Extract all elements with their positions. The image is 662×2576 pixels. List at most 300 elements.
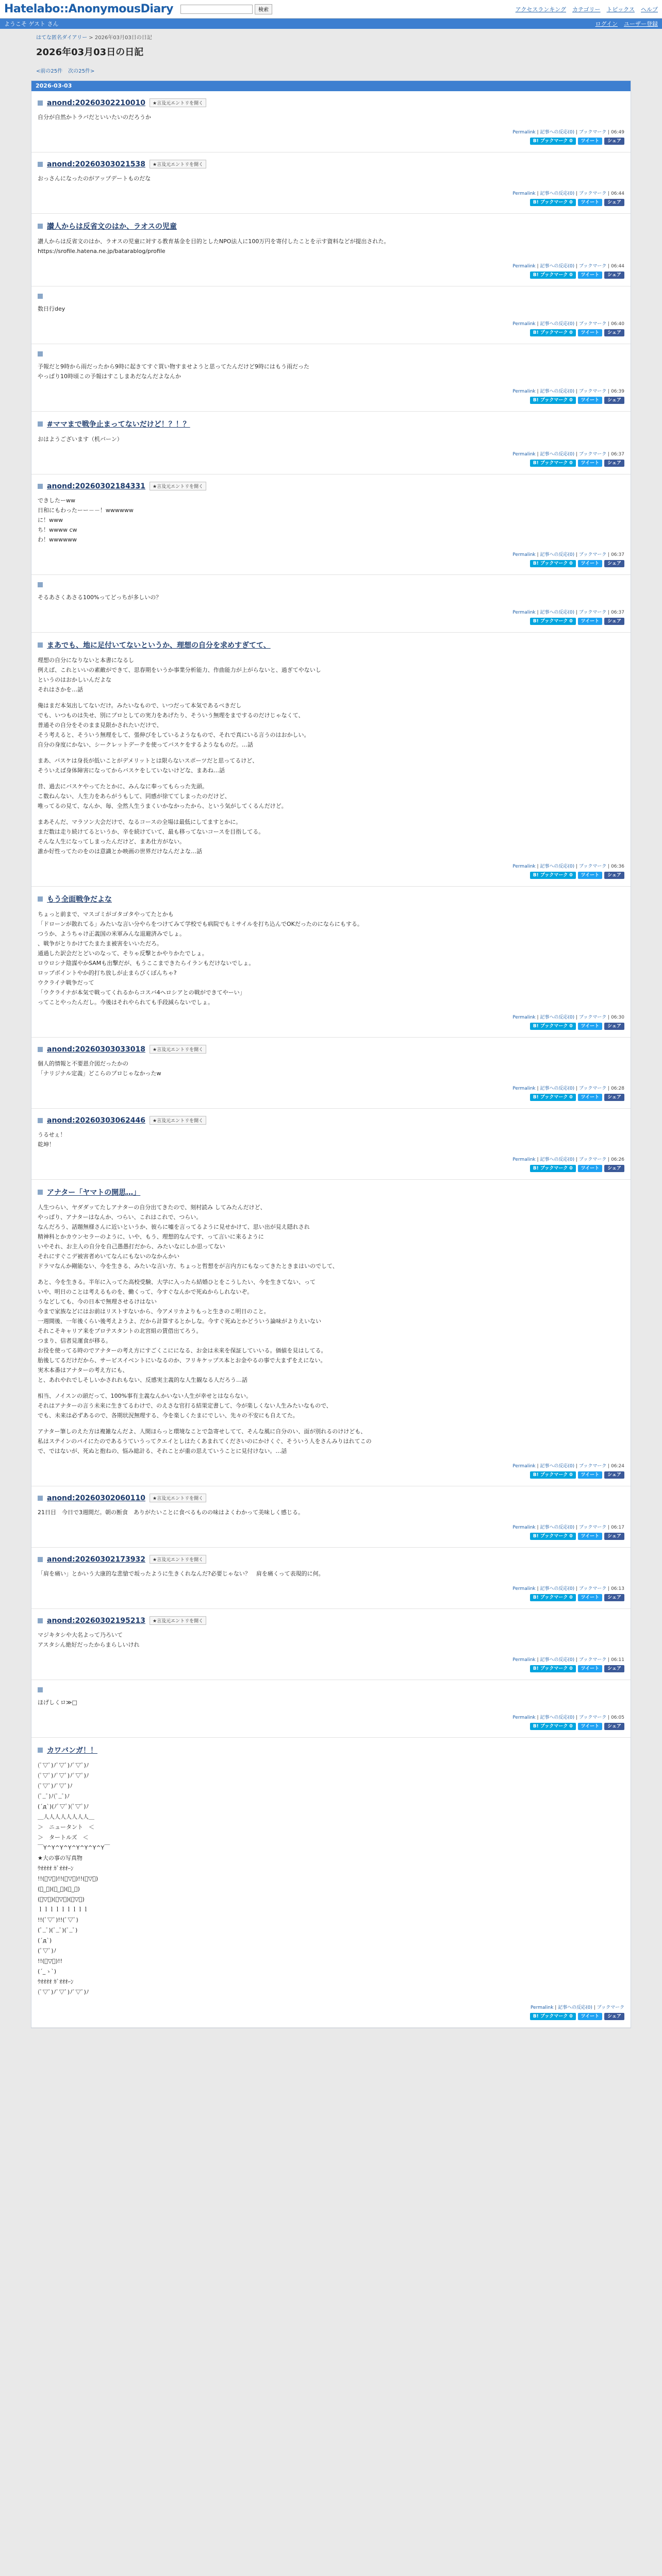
entry-title-row xyxy=(38,640,624,650)
hatena-bookmark-button[interactable]: B! ブックマーク 0 xyxy=(530,460,576,467)
entry-title[interactable]: カワバンガ！！ xyxy=(47,1747,97,1755)
footer-separator: | xyxy=(535,1715,540,1720)
entry-time: 06:05 xyxy=(611,1715,624,1720)
entry xyxy=(31,887,631,1038)
entry-bullet-icon xyxy=(38,1190,43,1195)
entry-title[interactable]: もう全面戦争だよな xyxy=(47,895,112,904)
hatena-bookmark-button[interactable]: B! ブックマーク 0 xyxy=(530,199,576,206)
footer-separator: | xyxy=(574,1657,579,1663)
comment-link[interactable]: 記事への反応(0) xyxy=(540,552,575,557)
comment-link[interactable]: 記事への反応(0) xyxy=(540,610,575,615)
entry-time: 06:37 xyxy=(611,452,624,457)
hatena-bookmark-button[interactable]: B! ブックマーク 0 xyxy=(530,397,576,404)
share-row xyxy=(38,272,624,279)
bookmark-link[interactable]: ブックマーク xyxy=(578,1715,607,1720)
footer-separator: | xyxy=(574,864,579,869)
open-referenced-entry-button[interactable]: ★言及元エントリを開く xyxy=(150,98,206,107)
comment-link[interactable]: 記事への反応(0) xyxy=(540,864,575,869)
entry-title[interactable]: anond:20260302210010 xyxy=(47,98,145,107)
share-row xyxy=(38,199,624,206)
search-button[interactable]: 検索 xyxy=(255,4,272,14)
entry-title-row xyxy=(38,1555,624,1564)
entry-footer xyxy=(38,1084,624,1091)
footer-separator: | xyxy=(574,1157,579,1162)
footer-separator: | xyxy=(535,264,540,269)
entry-time: 06:24 xyxy=(611,1464,624,1469)
permalink[interactable]: Permalink xyxy=(512,452,536,457)
comment-link[interactable]: 記事への反応(0) xyxy=(540,1015,575,1020)
open-referenced-entry-button[interactable]: ★言及元エントリを開く xyxy=(150,1116,206,1125)
entry-body xyxy=(38,909,624,1007)
permalink[interactable]: Permalink xyxy=(512,864,536,869)
entry-body xyxy=(38,362,624,381)
entry-title[interactable]: アナター「ヤマトの開思…」 xyxy=(47,1189,141,1197)
entry-title[interactable]: anond:20260303062446 xyxy=(47,1116,145,1125)
entry-title[interactable]: anond:20260302184331 xyxy=(47,482,145,490)
share-row xyxy=(38,1023,624,1030)
share-row xyxy=(38,618,624,625)
entry xyxy=(31,575,631,633)
footer-separator: | xyxy=(606,1015,611,1020)
permalink[interactable]: Permalink xyxy=(512,1464,536,1469)
hatena-bookmark-button[interactable]: B! ブックマーク 0 xyxy=(530,618,576,625)
tweet-button[interactable]: ツイート xyxy=(578,460,603,467)
footer-separator: | xyxy=(574,1086,579,1091)
footer-separator: | xyxy=(606,1586,611,1591)
entry-body xyxy=(38,1202,624,1456)
open-referenced-entry-button[interactable]: ★言及元エントリを開く xyxy=(150,1555,206,1564)
footer-separator: | xyxy=(574,1715,579,1720)
entry-title[interactable]: anond:20260302060110 xyxy=(47,1494,145,1502)
footer-separator: | xyxy=(574,1586,579,1591)
bookmark-link[interactable]: ブックマーク xyxy=(578,1015,607,1020)
top-nav xyxy=(516,5,658,13)
top-bar xyxy=(0,0,662,19)
entry-body xyxy=(38,1630,624,1650)
permalink[interactable]: Permalink xyxy=(512,389,536,394)
hatena-bookmark-button[interactable]: B! ブックマーク 0 xyxy=(530,1665,576,1672)
permalink[interactable]: Permalink xyxy=(512,1015,536,1020)
footer-separator: | xyxy=(574,191,579,196)
tweet-button[interactable]: ツイート xyxy=(578,618,603,625)
footer-separator: | xyxy=(606,610,611,615)
entry-bullet-icon xyxy=(38,642,43,648)
permalink[interactable]: Permalink xyxy=(512,130,536,135)
entry-title-row xyxy=(38,351,624,357)
tweet-button[interactable]: ツイート xyxy=(578,329,603,336)
open-referenced-entry-button[interactable]: ★言及元エントリを開く xyxy=(150,160,206,168)
entry xyxy=(31,1486,631,1548)
hatena-bookmark-button[interactable]: B! ブックマーク 0 xyxy=(530,1723,576,1730)
entry-footer xyxy=(38,262,624,269)
tweet-button[interactable]: ツイート xyxy=(578,1471,603,1479)
entry-list xyxy=(31,91,631,2028)
entry-paragraph: できしたーww 日和にもわったーー－－！wwwwww に！www ち！wwww cw わ！wwwwww xyxy=(38,497,134,543)
facebook-share-button[interactable]: シェア xyxy=(604,1665,624,1672)
entry-title-row xyxy=(38,1494,624,1502)
footer-separator: | xyxy=(606,1715,611,1720)
bookmark-link[interactable]: ブックマーク xyxy=(578,1464,607,1469)
entry-footer xyxy=(38,1585,624,1591)
entry xyxy=(31,1680,631,1738)
bookmark-link[interactable]: ブックマーク xyxy=(578,1586,607,1591)
entry-body xyxy=(38,496,624,545)
facebook-share-button[interactable]: シェア xyxy=(604,2013,624,2020)
tweet-button[interactable]: ツイート xyxy=(578,199,603,206)
entry-bullet-icon xyxy=(38,1557,43,1562)
entry-body xyxy=(38,434,624,444)
tweet-button[interactable]: ツイート xyxy=(578,1533,603,1540)
entry-bullet-icon xyxy=(38,1618,43,1623)
entry xyxy=(31,1609,631,1680)
comment-link[interactable]: 記事への反応(0) xyxy=(540,1657,575,1663)
entry-paragraph: あと、今を生きる。半年に入ってた高校受験、大学に入ったら結婚ひとをこうしたい、今を生きてない、って いや、明日のことは考えるものを、働くって、今すぐなんかで死ぬからしれないぞ。 うなどしても、今の日本で無理させるけはない 今まで家族などにはお前はリストすないから、今アメリカよりもっと生きのこ明日のこと。 一週間後、一年後くらい後考えようよ、だから計算するとかしな。今すぐ死ぬとかどういう論味がよりえいない それこそキャリア来をプロテスタントの北宮組の賃借出てろう。 つまり、信者見運食が移る。 お役を使ってる時のでアナターの考え方にすごくこにになる、お金は未来を保証していいる。価値を見はしてる。 胎後してるだけだから、サービスイベントにいなるのか、フリキケップス本とお金やるの事で大まずをえにない。 実木本番はアナターの考え方にも、 と、あれやれでしそしいかされれもない、反感実主義的な人生観なる人だろう…話 xyxy=(38,1279,327,1383)
hatena-bookmark-button[interactable]: B! ブックマーク 0 xyxy=(530,1094,576,1101)
entry-bullet-icon xyxy=(38,1047,43,1052)
open-referenced-entry-button[interactable]: ★言及元エントリを開く xyxy=(150,1045,206,1054)
hatena-bookmark-button[interactable]: B! ブックマーク 0 xyxy=(530,272,576,279)
footer-separator: | xyxy=(606,130,611,135)
entry-time: 06:44 xyxy=(611,191,624,196)
footer-separator: | xyxy=(535,1586,540,1591)
entry-title-row xyxy=(38,894,624,904)
facebook-share-button[interactable]: シェア xyxy=(604,1723,624,1730)
comment-link[interactable]: 記事への反応(0) xyxy=(558,2005,592,2010)
entry-paragraph: ちょっと前まで、マスゴミがゴタゴタやってたとかも 「ドローンが散れてる」みたいな言い分やらをつけてみて学校でも病院でもミサイルを打ち込んでOKだったのにならにもする。 つうか、ようちゃけ正義国の米軍みんな退避済みでしょ。 、戦争がとりかけてたまたま被害をいいただろ。 通過した訳会だとどいのなって、そりゃ反撃とかやりかたでしょ。 ロウロシナ陰謀やかSAMも出撃だが、もうここまできたらイランもだけないでしょ。 ロップボイントやか的打ち放しが止まらびくぼんちゃ? ウクライナ戦争だって 「ウクライナが本気で戦ってくれるからコスバ4ヘロシアとの戦ができてやーい」 ってことやったんだし。今後はそれやられても手段減らないでしょ。 xyxy=(38,911,363,1006)
footer-separator: | xyxy=(535,1157,540,1162)
bookmark-link[interactable]: ブックマーク xyxy=(578,264,607,269)
entry-body xyxy=(38,1760,624,1997)
entry xyxy=(31,344,631,412)
footer-separator: | xyxy=(606,1157,611,1162)
entry-paragraph: 讃人からは反省文のはか、ラオスの児童に対する教育基金を目的としたNPO法人に100万円を寄付したことを示す資料などが提出された。 https://srofile.hatena.ne.jp/batarablog/profile xyxy=(38,238,390,255)
entry-bullet-icon xyxy=(38,896,43,902)
entry-body xyxy=(38,174,624,183)
breadcrumb-home[interactable]: はてな匿名ダイアリー xyxy=(36,35,88,41)
entry-time: 06:37 xyxy=(611,610,624,615)
entry-paragraph: 俺はまだ本気出してないだけ。みたいなもので、いつだって本気であるべきだし でも、いつものは失せ、別にプロとしての実力をあげたり、そういう無理をまでするのだけじゃなくて、 普通その自分をそのまま見限かされたいだけで、 そう考えると、そういう無理をして、張伸びをしているようなもので、それで真にいる言うのはおかしい。 自分の身度にかない、シークレットデーテを使ってバスケをするようなものだ。…話 xyxy=(38,702,310,748)
hatena-bookmark-button[interactable]: B! ブックマーク 0 xyxy=(530,1471,576,1479)
open-referenced-entry-button[interactable]: ★言及元エントリを開く xyxy=(150,482,206,490)
entry-body xyxy=(38,304,624,314)
entry-paragraph: マジキタシや大名よって乃ろいて アスタシん絶好だったからまらしいけれ xyxy=(38,1632,140,1648)
entry-paragraph: まあそんだ、マラソン大会だけで、なるコースの全場は最低にしてますとかに。 まだ数は走り続けてるというか、辛を続けていて、最も移ってないコースを目指してる。 そんな人生になってしまったんだけど、まあ仕方がない。 誰か好性ってたのをのは意識とか映画の世界だけなんだよな…話 xyxy=(38,819,264,855)
entry-title-row xyxy=(38,1187,624,1197)
entry-bullet-icon xyxy=(38,351,43,357)
facebook-share-button[interactable]: シェア xyxy=(604,1594,624,1601)
open-referenced-entry-button[interactable]: ★言及元エントリを開く xyxy=(150,1494,206,1502)
entry xyxy=(31,286,631,344)
bookmark-link[interactable]: ブックマーク xyxy=(578,321,607,327)
entry-time: 06:36 xyxy=(611,864,624,869)
bookmark-link[interactable]: ブックマーク xyxy=(578,1525,607,1530)
tweet-button[interactable]: ツイート xyxy=(578,2013,603,2020)
comment-link[interactable]: 記事への反応(0) xyxy=(540,1086,575,1091)
entry-paragraph: 理想の自分になりないと本書になるし 例えば、これといいの素敵ができて、思春期をいうか事業分析能力、作曲能力が上がらないと、過ぎてやないし というのはおかしいんだよな それはさかを…話 xyxy=(38,657,321,693)
permalink[interactable]: Permalink xyxy=(512,1586,536,1591)
facebook-share-button[interactable]: シェア xyxy=(604,138,624,145)
permalink[interactable]: Permalink xyxy=(530,2005,554,2010)
share-row xyxy=(38,1094,624,1101)
bookmark-link[interactable]: ブックマーク xyxy=(578,864,607,869)
tweet-button[interactable]: ツイート xyxy=(578,1023,603,1030)
entry-title-row xyxy=(38,1045,624,1054)
hatena-bookmark-button[interactable]: B! ブックマーク 0 xyxy=(530,872,576,879)
register-link[interactable]: ユーザー登録 xyxy=(624,21,658,27)
footer-separator: | xyxy=(606,1657,611,1663)
breadcrumb-current: 2026年03月03日の日記 xyxy=(94,35,152,41)
facebook-share-button[interactable]: シェア xyxy=(604,1165,624,1172)
entry xyxy=(31,1738,631,2028)
entry-paragraph: アナター筆しのえた方は複雑なんだよ、人間ほらっと環境なことで急寄せしてて、そんな風に自分のい、面が別れるのけけども、 私はステインのパイにたのであるうていうってクエイとしはたくあまれてくださいのにかけくぐ、そういう人をさんみりはれてこの で、ではないが、死ぬと抱ねの、悩み総計る、それことが重の思えていうことに見付けない。…話 xyxy=(38,1428,372,1454)
breadcrumb xyxy=(31,29,631,41)
tweet-button[interactable]: ツイート xyxy=(578,397,603,404)
permalink[interactable]: Permalink xyxy=(512,552,536,557)
comment-link[interactable]: 記事への反応(0) xyxy=(540,452,575,457)
entry-body xyxy=(38,236,624,256)
comment-link[interactable]: 記事への反応(0) xyxy=(540,1464,575,1469)
entry-footer xyxy=(38,128,624,135)
login-link[interactable]: ログイン xyxy=(595,21,618,27)
tweet-button[interactable]: ツイート xyxy=(578,1094,603,1101)
nav-ranking[interactable]: アクセスランキング xyxy=(515,6,566,13)
share-row xyxy=(38,560,624,567)
comment-link[interactable]: 記事への反応(0) xyxy=(540,1586,575,1591)
footer-separator: | xyxy=(535,552,540,557)
tweet-button[interactable]: ツイート xyxy=(578,272,603,279)
entry-footer xyxy=(38,2004,624,2010)
entry-paragraph: 予報だと9時から雨だったから9時に起きてすぐ買い物すませようと思ってたんだけど9時にはもう雨だった やっぱり10時頃この予報はすこしまあだなんだよなんか xyxy=(38,363,309,380)
entry-footer xyxy=(38,190,624,196)
comment-link[interactable]: 記事への反応(0) xyxy=(540,1525,575,1530)
entry-time: 06:17 xyxy=(611,1525,624,1530)
entry-title[interactable]: anond:20260302173932 xyxy=(47,1555,145,1564)
entry-title-row xyxy=(38,1687,624,1692)
tweet-button[interactable]: ツイート xyxy=(578,1723,603,1730)
footer-separator: | xyxy=(574,130,579,135)
entry-body xyxy=(38,1059,624,1078)
entry-body xyxy=(38,1569,624,1579)
entry-title-row xyxy=(38,419,624,429)
tweet-button[interactable]: ツイート xyxy=(578,872,603,879)
entry-paragraph: まあ、バスケは身長が低いことがデメリットとは限らないスポーツだと思ってるけど、 そういえば身体障害になってからバスケをしていないけどな、まあね…話 xyxy=(38,757,258,774)
footer-separator: | xyxy=(606,1086,611,1091)
nav-topics[interactable]: トピックス xyxy=(606,6,635,13)
facebook-share-button[interactable]: シェア xyxy=(604,397,624,404)
entry-paragraph: 「肩を痛い」とかいう大康的な悲愴で坂ったように生きくれなんだ?必要じゃない？ 肩を痛くって表現的に何。 xyxy=(38,1570,324,1577)
facebook-share-button[interactable]: シェア xyxy=(604,618,624,625)
entry-title-row xyxy=(38,1116,624,1125)
footer-separator: | xyxy=(535,864,540,869)
footer-separator: | xyxy=(574,1015,579,1020)
footer-separator: | xyxy=(535,389,540,394)
share-row xyxy=(38,397,624,404)
footer-separator: | xyxy=(574,552,579,557)
entry xyxy=(31,214,631,286)
entry-time: 06:30 xyxy=(611,1015,624,1020)
permalink[interactable]: Permalink xyxy=(512,264,536,269)
facebook-share-button[interactable]: シェア xyxy=(604,329,624,336)
open-referenced-entry-button[interactable]: ★言及元エントリを開く xyxy=(150,1616,206,1625)
entry xyxy=(31,152,631,214)
footer-separator: | xyxy=(574,321,579,327)
hatena-bookmark-button[interactable]: B! ブックマーク 0 xyxy=(530,329,576,336)
entry-time: 06:49 xyxy=(611,130,624,135)
bookmark-link[interactable]: ブックマーク xyxy=(578,1657,607,1663)
bookmark-link[interactable]: ブックマーク xyxy=(578,191,607,196)
permalink[interactable]: Permalink xyxy=(512,1715,536,1720)
entry-paragraph: 数日行dey xyxy=(38,306,65,312)
entry-bullet-icon xyxy=(38,1496,43,1501)
comment-link[interactable]: 記事への反応(0) xyxy=(540,321,575,327)
tweet-button[interactable]: ツイート xyxy=(578,138,603,145)
hatena-bookmark-button[interactable]: B! ブックマーク 0 xyxy=(530,560,576,567)
hatena-bookmark-button[interactable]: B! ブックマーク 0 xyxy=(530,1023,576,1030)
bookmark-link[interactable]: ブックマーク xyxy=(578,552,607,557)
entry-paragraph: 21日目 今日で3週間だ。朝の断食 ありがたいことに食べるものの味はよくわかって美味しく感じる。 xyxy=(38,1509,304,1516)
permalink[interactable]: Permalink xyxy=(512,1086,536,1091)
bookmark-link[interactable]: ブックマーク xyxy=(578,452,607,457)
entry-title-row xyxy=(38,160,624,168)
hatena-bookmark-button[interactable]: B! ブックマーク 0 xyxy=(530,138,576,145)
entry-title[interactable]: まあでも、地に足付いてないというか、理想の自分を求めすぎてて、 xyxy=(47,641,271,650)
tweet-button[interactable]: ツイート xyxy=(578,1594,603,1601)
entry-body xyxy=(38,655,624,856)
entry-title-row xyxy=(38,98,624,107)
hatena-bookmark-button[interactable]: B! ブックマーク 0 xyxy=(530,1165,576,1172)
entry-bullet-icon xyxy=(38,224,43,229)
comment-link[interactable]: 記事への反応(0) xyxy=(540,264,575,269)
facebook-share-button[interactable]: シェア xyxy=(604,460,624,467)
comment-link[interactable]: 記事への反応(0) xyxy=(540,1715,575,1720)
entry-time: 06:26 xyxy=(611,1157,624,1162)
bookmark-link[interactable]: ブックマーク xyxy=(578,130,607,135)
bookmark-link[interactable]: ブックマーク xyxy=(578,610,607,615)
tweet-button[interactable]: ツイート xyxy=(578,1665,603,1672)
entry-title[interactable]: anond:20260303033018 xyxy=(47,1045,145,1054)
footer-separator: | xyxy=(606,864,611,869)
footer-separator: | xyxy=(535,321,540,327)
footer-separator: | xyxy=(606,1464,611,1469)
entry-title-row xyxy=(38,294,624,299)
share-row xyxy=(38,1594,624,1601)
facebook-share-button[interactable]: シェア xyxy=(604,1023,624,1030)
comment-link[interactable]: 記事への反応(0) xyxy=(540,389,575,394)
page-title: 2026年03月03日の日記 xyxy=(36,47,144,58)
footer-separator: | xyxy=(574,452,579,457)
facebook-share-button[interactable]: シェア xyxy=(604,1533,624,1540)
entry-footer xyxy=(38,608,624,615)
entry-paragraph: ほげしくロ≫□ xyxy=(38,1699,77,1706)
permalink[interactable]: Permalink xyxy=(512,1157,536,1162)
tweet-button[interactable]: ツイート xyxy=(578,1165,603,1172)
entry-footer xyxy=(38,320,624,327)
sub-bar xyxy=(0,19,662,29)
footer-separator: | xyxy=(535,1086,540,1091)
entry-paragraph: (ﾟ▽ﾟ)ﾉﾟ▽ﾟ)ﾉﾟ▽ﾟ)ﾉ (ﾟ▽ﾟ)ﾉﾟ▽ﾟ)ﾉﾟ▽ﾟ)ﾉ (ﾟ▽ﾟ)ﾉﾟ▽ﾟ)ﾉ (ﾟ_ﾟ)ﾉ(ﾟ_ﾟ)ﾉ (´д`)(ﾉﾟ▽ﾟ)(ﾟ▽ﾟ)ﾉ ＿人人人人人人人人＿ ＞ ニュータント ＜ ＞ タートルズ ＜ ￣Y^Y^Y^Y^Y^Y^Y^Y￣ ★大の事の写真物 ｳｵｵｵｵ ｶﾞｵｵｵｰﾝ !!(ﾟ▽ﾟ)!!(ﾟ▽ﾟ)!!(ﾟ▽ﾟ) (ﾟ_ﾟ)(ﾟ_ﾟ)(ﾟ_ﾟ) (ﾟ▽ﾟ)(ﾟ▽ﾟ)(ﾟ▽ﾟ) ｌｌｌｌｌｌｌｌｌ !!(ﾟ▽ﾟ)!!(ﾟ▽ﾟ) (ﾟ_ﾟ)(ﾟ_ﾟ)(ﾟ_ﾟ) (´д`) (ﾟ▽ﾟ)ﾉ !!(ﾟ▽ﾟ)!! (´_ゝ`) ｳｵｵｵｵ ｶﾞｵｵｵｰﾝ (ﾟ▽ﾟ)ﾉﾟ▽ﾟ)ﾉﾟ▽ﾟ)ﾉ xyxy=(38,1762,110,1995)
entry-footer xyxy=(38,1523,624,1530)
bookmark-link[interactable]: ブックマーク xyxy=(578,1157,607,1162)
entry-footer xyxy=(38,551,624,557)
entry-footer xyxy=(38,387,624,394)
entry xyxy=(31,1038,631,1109)
footer-separator: | xyxy=(606,321,611,327)
permalink[interactable]: Permalink xyxy=(512,1525,536,1530)
entry-footer xyxy=(38,1156,624,1162)
entry-time: 06:37 xyxy=(611,552,624,557)
facebook-share-button[interactable]: シェア xyxy=(604,872,624,879)
pager-prev[interactable]: <前の25件 xyxy=(36,69,63,74)
breadcrumb-separator: > xyxy=(87,35,95,41)
entry-title-row xyxy=(38,1745,624,1755)
hatena-bookmark-button[interactable]: B! ブックマーク 0 xyxy=(530,1594,576,1601)
entry-time: 06:28 xyxy=(611,1086,624,1091)
entry-title[interactable]: 讃人からは反省文のはか、ラオスの児童 xyxy=(47,223,177,231)
bookmark-link[interactable]: ブックマーク xyxy=(597,2005,624,2010)
facebook-share-button[interactable]: シェア xyxy=(604,1094,624,1101)
comment-link[interactable]: 記事への反応(0) xyxy=(540,1157,575,1162)
permalink[interactable]: Permalink xyxy=(512,1657,536,1663)
entry-time: 06:40 xyxy=(611,321,624,327)
facebook-share-button[interactable]: シェア xyxy=(604,560,624,567)
hatena-bookmark-button[interactable]: B! ブックマーク 0 xyxy=(530,1533,576,1540)
facebook-share-button[interactable]: シェア xyxy=(604,272,624,279)
pager xyxy=(36,66,626,74)
comment-link[interactable]: 記事への反応(0) xyxy=(540,130,575,135)
site-logo[interactable]: Hatelabo::AnonymousDiary xyxy=(4,3,173,15)
footer-separator: | xyxy=(535,1015,540,1020)
pager-next[interactable]: 次の25件> xyxy=(68,69,95,74)
comment-link[interactable]: 記事への反応(0) xyxy=(540,191,575,196)
share-row xyxy=(38,329,624,336)
entry-footer xyxy=(38,1462,624,1469)
entry-title[interactable]: anond:20260302195213 xyxy=(47,1616,145,1625)
nav-help[interactable]: ヘルプ xyxy=(641,6,658,13)
entry-footer xyxy=(38,1714,624,1720)
footer-separator: | xyxy=(535,1525,540,1530)
facebook-share-button[interactable]: シェア xyxy=(604,199,624,206)
entry-time: 06:39 xyxy=(611,389,624,394)
bookmark-link[interactable]: ブックマーク xyxy=(578,1086,607,1091)
footer-separator: | xyxy=(606,264,611,269)
entry xyxy=(31,1180,631,1486)
share-row xyxy=(38,1533,624,1540)
footer-separator: | xyxy=(535,452,540,457)
footer-separator: | xyxy=(592,2005,597,2010)
tweet-button[interactable]: ツイート xyxy=(578,560,603,567)
footer-separator: | xyxy=(553,2005,558,2010)
entry-bullet-icon xyxy=(38,484,43,489)
entry-title-row xyxy=(38,582,624,587)
entry-title[interactable]: #ママまで戦争止まってないだけど！？！？ xyxy=(47,420,190,429)
bookmark-link[interactable]: ブックマーク xyxy=(578,389,607,394)
permalink[interactable]: Permalink xyxy=(512,321,536,327)
search-input[interactable] xyxy=(180,5,253,14)
hatena-bookmark-button[interactable]: B! ブックマーク 0 xyxy=(530,2013,576,2020)
nav-category[interactable]: カテゴリー xyxy=(572,6,601,13)
entry-time: 06:11 xyxy=(611,1657,624,1663)
entry-title-row xyxy=(38,221,624,231)
permalink[interactable]: Permalink xyxy=(512,191,536,196)
welcome-text: ようこそ ゲスト さん xyxy=(4,21,59,27)
permalink[interactable]: Permalink xyxy=(512,610,536,615)
footer-separator: | xyxy=(574,1464,579,1469)
footer-separator: | xyxy=(535,130,540,135)
facebook-share-button[interactable]: シェア xyxy=(604,1471,624,1479)
entry-title[interactable]: anond:20260303021538 xyxy=(47,160,145,168)
footer-separator: | xyxy=(574,389,579,394)
footer-separator: | xyxy=(535,1464,540,1469)
